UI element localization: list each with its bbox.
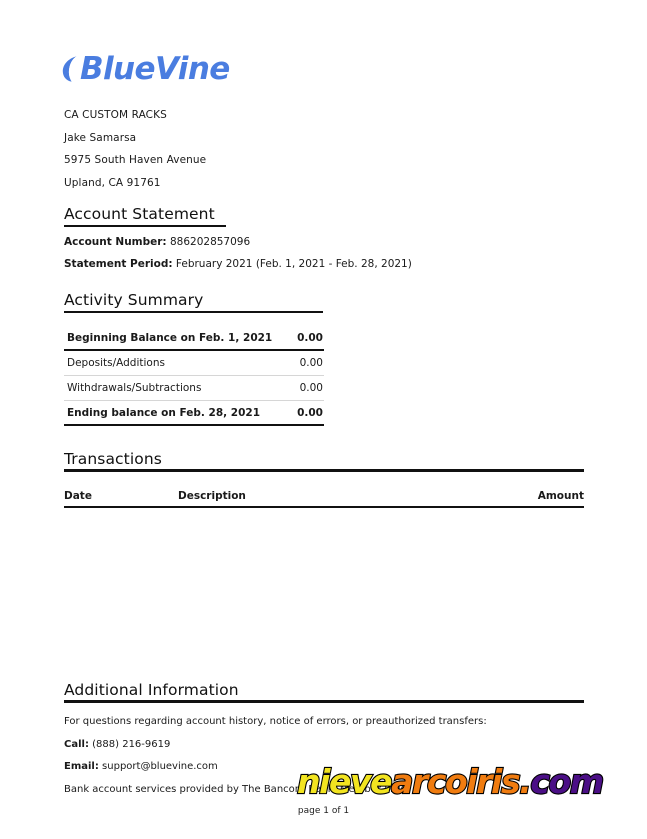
info-intro: For questions regarding account history, notice of errors, or preauthorized transfers: — [64, 716, 487, 727]
table-row — [64, 326, 324, 351]
additional-information-heading: Additional Information — [64, 681, 239, 699]
activity-summary-heading: Activity Summary — [64, 291, 204, 309]
info-call-line — [64, 734, 584, 757]
column-header-date: Date — [64, 490, 92, 502]
row-label: Beginning Balance on Feb. 1, 2021 — [67, 331, 273, 344]
statement-period-line — [64, 256, 412, 272]
watermark-part-3: com — [530, 762, 603, 801]
email-label: Email: — [64, 761, 99, 772]
leaf-icon — [62, 55, 79, 83]
account-number-label: Account Number: — [64, 236, 167, 248]
additional-information-body — [64, 711, 584, 801]
email-value: support@bluevine.com — [102, 761, 218, 772]
column-header-description: Description — [178, 490, 246, 502]
account-statement-heading: Account Statement — [64, 205, 215, 223]
watermark-part-2: arcoiris. — [391, 762, 531, 801]
table-row — [64, 376, 324, 401]
row-label: Ending balance on Feb. 28, 2021 — [67, 406, 261, 419]
row-label: Deposits/Additions — [67, 357, 165, 369]
recipient-street: 5975 South Haven Avenue — [64, 154, 207, 166]
additional-information-rule — [64, 700, 584, 703]
transactions-body — [64, 508, 584, 509]
watermark-part-1: nieve — [297, 762, 392, 801]
column-header-amount: Amount — [537, 490, 584, 502]
statement-period-label: Statement Period: — [64, 258, 173, 270]
row-amount: 0.00 — [299, 357, 323, 369]
transactions-header-row — [64, 486, 584, 508]
info-disclosure: Bank account services provided by The Bancorp Bank, Member FDIC — [64, 783, 408, 795]
logo-wordmark: BlueVine — [80, 50, 230, 87]
recipient-address — [64, 104, 394, 194]
info-email-line — [64, 756, 584, 779]
account-number-line — [64, 234, 250, 250]
account-number-value: 886202857096 — [169, 236, 251, 248]
row-amount: 0.00 — [297, 331, 323, 344]
row-amount: 0.00 — [299, 382, 323, 394]
call-label: Call: — [64, 738, 89, 750]
recipient-city-state-zip: Upland, CA 91761 — [64, 176, 161, 189]
row-label: Withdrawals/Subtractions — [67, 382, 202, 394]
table-row — [64, 351, 324, 376]
recipient-company: CA CUSTOM RACKS — [64, 109, 167, 121]
transactions-heading: Transactions — [64, 450, 162, 468]
bluevine-logo — [62, 48, 230, 90]
call-value: (888) 216-9619 — [92, 738, 171, 750]
table-row — [64, 401, 324, 426]
transactions-rule — [64, 469, 584, 472]
account-statement-rule — [64, 225, 226, 227]
page-number: page 1 of 1 — [297, 806, 350, 816]
row-amount: 0.00 — [297, 406, 323, 419]
statement-period-value: February 2021 (Feb. 1, 2021 - Feb. 28, 2021) — [175, 258, 412, 270]
activity-summary-rule — [64, 311, 323, 313]
transactions-table — [64, 486, 584, 509]
recipient-name: Jake Samarsa — [64, 131, 137, 144]
activity-summary-table — [64, 326, 324, 426]
